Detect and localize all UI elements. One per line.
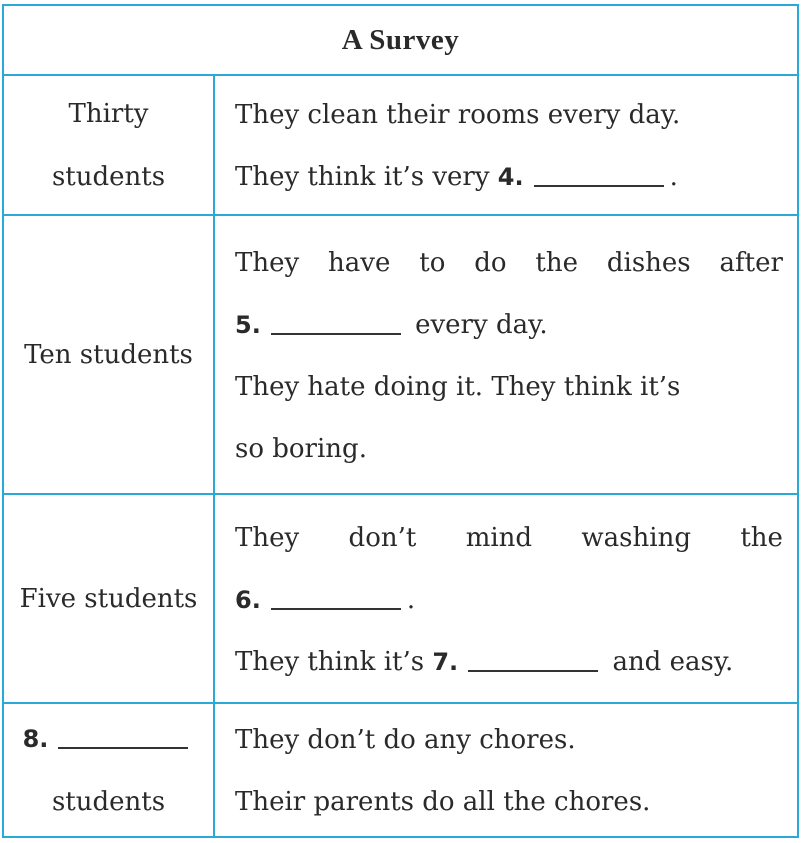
table-row (4, 214, 797, 495)
answer-blank-7[interactable] (468, 669, 598, 672)
group-label: Ten students (24, 340, 193, 370)
group-cell (4, 216, 215, 495)
line-text: . (406, 584, 416, 615)
answer-blank-6[interactable] (271, 607, 401, 610)
group-label (23, 708, 195, 771)
group-cell (4, 495, 215, 704)
description-line: They clean their rooms every day. (235, 100, 681, 130)
description-line: Their parents do all the chores. (235, 787, 651, 817)
question-number: 6. (235, 585, 261, 614)
description-line: so boring. (235, 433, 367, 464)
survey-table (2, 4, 799, 838)
line-text: . (669, 162, 678, 192)
group-label: students (51, 787, 166, 817)
answer-blank-8[interactable] (58, 746, 188, 749)
line-text: They think it’s very (235, 162, 490, 192)
answer-blank-5[interactable] (271, 332, 401, 335)
description-cell (215, 495, 797, 704)
word: They (235, 522, 300, 553)
question-number: 5. (235, 310, 261, 339)
description-cell (215, 216, 797, 495)
group-cell (4, 704, 215, 838)
line-text: They think it’s (235, 646, 425, 677)
description-line (235, 569, 783, 631)
word: have (328, 247, 391, 278)
table-row (4, 702, 797, 838)
description-line (235, 507, 783, 569)
description-cell (215, 704, 797, 838)
description-line (235, 232, 783, 294)
answer-blank-4[interactable] (534, 184, 664, 187)
line-text: every day. (415, 309, 548, 340)
word: washing (581, 522, 691, 553)
group-label: Five students (19, 584, 198, 614)
description-line (235, 146, 783, 208)
word: after (719, 247, 783, 278)
group-cell (4, 76, 215, 216)
table-row (4, 74, 797, 216)
word: don’t (348, 522, 417, 553)
description-line: They hate doing it. They think it’s (235, 371, 681, 402)
description-line: They don’t do any chores. (235, 725, 576, 755)
table-row (4, 493, 797, 704)
line-text: and easy. (612, 646, 734, 677)
word: dishes (606, 247, 691, 278)
title-row (4, 6, 797, 74)
group-label: Thirty (68, 99, 149, 129)
table-title: A Survey (341, 23, 460, 56)
word: They (235, 247, 300, 278)
question-number: 7. (432, 647, 459, 676)
word: the (535, 247, 578, 278)
description-line (235, 294, 783, 356)
word: to (419, 247, 446, 278)
description-cell (215, 76, 797, 216)
word: do (474, 247, 507, 278)
word: the (740, 522, 783, 553)
question-number: 8. (22, 725, 49, 753)
word: mind (465, 522, 533, 553)
description-line (235, 631, 783, 693)
question-number: 4. (497, 163, 524, 191)
group-label: students (51, 162, 166, 192)
